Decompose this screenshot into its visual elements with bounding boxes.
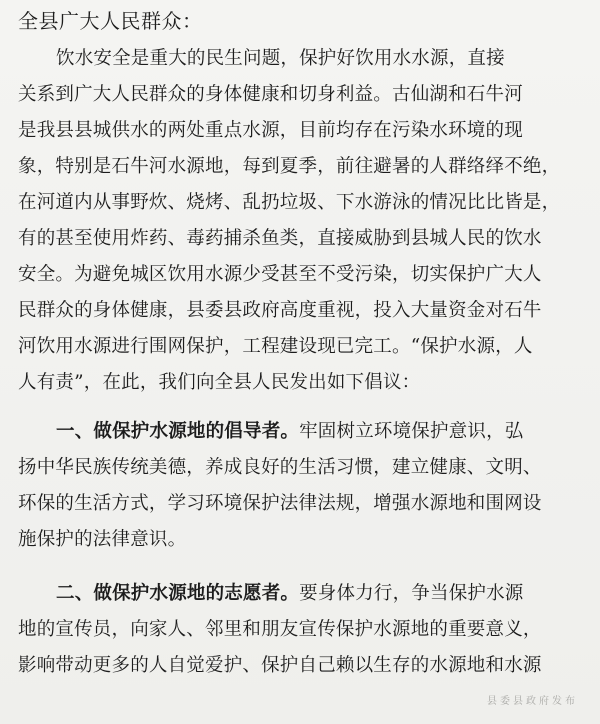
watermark: 县委县政府发布 (487, 696, 578, 707)
item-1-line: 施保护的法律意识。 (18, 529, 187, 550)
salutation: 全县广大人民群众： (18, 9, 203, 33)
paragraph-line: 安全。为避免城区饮用水源少受甚至不受污染，切实保护广大人 (18, 264, 542, 285)
item-1-heading: 一、做保护水源地的倡导者。 (56, 421, 300, 442)
item-1-line: 扬中华民族传统美德，养成良好的生活习惯，建立健康、文明、 (18, 457, 542, 478)
paragraph-line: 是我县县城供水的两处重点水源，目前均存在污染水环境的现 (18, 120, 523, 141)
item-1-first-line (56, 417, 588, 447)
item-1-line: 环保的生活方式，学习环境保护法律法规，增强水源地和围网设 (18, 493, 542, 514)
paragraph-line: 关系到广大人民群众的身体健康和切身利益。古仙湖和石牛河 (18, 84, 523, 105)
paragraph-line: 人有责”，在此，我们向全县人民发出如下倡议： (18, 372, 421, 393)
paragraph-line: 饮水安全是重大的民生问题，保护好饮用水水源，直接 (56, 48, 505, 69)
item-2-line: 影响带动更多的人自觉爱护、保护自己赖以生存的水源地和水源 (18, 655, 542, 676)
paragraph-line: 有的甚至使用炸药、毒药捕杀鱼类，直接威胁到县城人民的饮水 (18, 228, 542, 249)
item-2-text: 要身体力行，争当保护水源 (299, 583, 524, 604)
item-2-heading: 二、做保护水源地的志愿者。 (56, 583, 300, 604)
paragraph-line: 在河道内从事野炊、烧烤、乱扔垃圾、下水游泳的情况比比皆是， (18, 192, 561, 213)
paragraph-line: 象，特别是石牛河水源地，每到夏季，前往避暑的人群络绎不绝， (18, 156, 561, 177)
paragraph-line: 河饮用水源进行围网保护，工程建设现已完工。“保护水源，人 (18, 336, 533, 357)
item-2-first-line (56, 579, 588, 609)
paragraph-line: 民群众的身体健康，县委县政府高度重视，投入大量资金对石牛 (18, 300, 542, 321)
item-1-text: 牢固树立环境保护意识，弘 (299, 421, 524, 442)
item-2-line: 地的宣传员，向家人、邻里和朋友宣传保护水源地的重要意义， (18, 619, 542, 640)
